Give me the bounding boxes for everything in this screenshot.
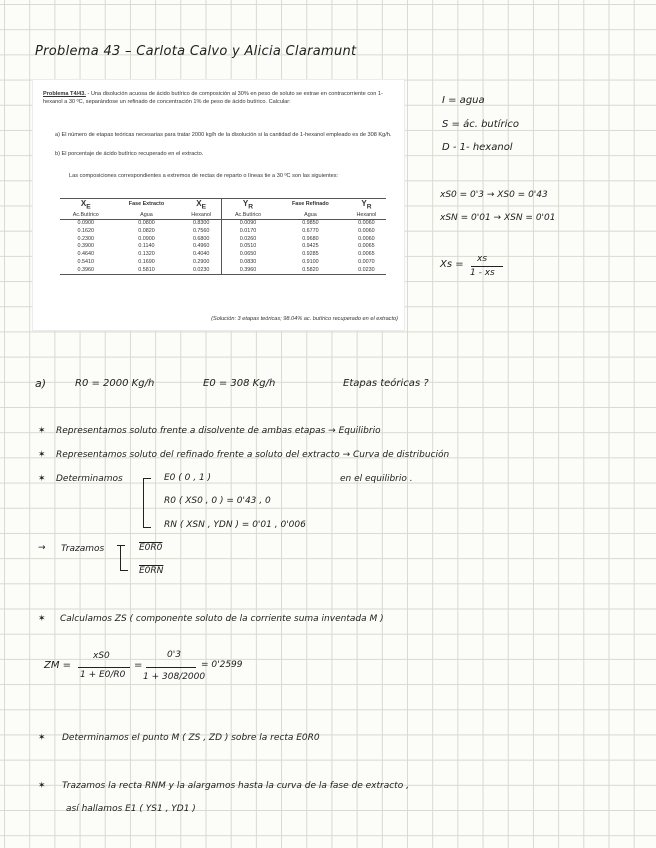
table-cell: 0.3900: [77, 243, 95, 250]
table-cell: 0.3960: [60, 267, 112, 275]
step-determine-tail: en el equilibrio .: [340, 474, 413, 484]
line-e0r0: E0R0: [139, 543, 163, 553]
table-cell: 0.1320: [138, 251, 155, 258]
legend-s: S = ác. butírico: [442, 119, 519, 130]
table-cell: 0.5820: [274, 267, 347, 275]
column-header: Hexanol: [347, 212, 386, 220]
equation-den-2: 1 + 308/2000: [143, 672, 206, 682]
table-cell: 0.0065: [358, 243, 375, 250]
group-extract: Fase Extracto: [112, 199, 182, 212]
point-e0: E0 ( 0 , 1 ): [164, 473, 212, 483]
table-row: [60, 267, 386, 275]
table-cell: 0.5410: [77, 258, 95, 265]
group-raffinate: Fase Refinado: [274, 199, 347, 212]
problem-item-b: b) El porcentaje de ácido butírico recuperado en el extracto.: [55, 151, 204, 157]
table-row: [60, 228, 386, 236]
brace-vertical: [143, 478, 144, 528]
table-cell: 0.0060: [358, 220, 375, 227]
legend-d: D - 1- hexanol: [442, 142, 513, 153]
fraction-bar: [471, 266, 503, 267]
table-row: [60, 243, 386, 251]
line-e0rn: E0RN: [139, 566, 164, 576]
problem-number: Problema T4/43.: [43, 91, 86, 97]
table-cell: 0.9850: [302, 220, 319, 227]
composition-feed: xS0 = 0'3 → XS0 = 0'43: [440, 190, 548, 200]
equation-bar-2: [146, 667, 196, 668]
table-cell: 0.0065: [358, 251, 375, 258]
table-cell: 0.6770: [302, 228, 319, 234]
table-row: [60, 220, 386, 228]
table-cell: 0.6800: [192, 235, 210, 242]
table-cell: 0.0230: [347, 267, 386, 275]
table-cell: 0.0060: [358, 228, 375, 234]
column-header: Agua: [112, 212, 182, 220]
point-rn: RN ( XSN , YDN ) = 0'01 , 0'006: [164, 520, 306, 530]
table-cell: 0.5810: [112, 267, 182, 275]
equation-num-2: 0'3: [167, 650, 181, 660]
symbol-yr-1: $Y_R$: [221, 199, 274, 212]
table-cell: 0.1690: [138, 258, 155, 265]
symbol-xe-1: $X_E$: [60, 199, 112, 212]
column-header: Ac.Butírico: [60, 212, 112, 220]
bullet: ✶: [38, 614, 46, 624]
table-cell: 0.9425: [302, 243, 319, 250]
table-cell: 0.0090: [221, 220, 274, 228]
table-cell: 0.0820: [138, 228, 155, 234]
equation-den-1: 1 + E0/R0: [80, 670, 126, 680]
ratio-formula-num: xs: [477, 254, 488, 264]
step-distribution: Representamos soluto del refinado frente a soluto del extracto → Curva de distribución: [56, 450, 450, 460]
equation-result: = 0'2599: [201, 660, 243, 670]
step-extend-line-2: así hallamos E1 ( YS1 , YD1 ): [66, 804, 196, 814]
bullet: ✶: [38, 781, 46, 791]
equation-num-1: xS0: [93, 651, 110, 661]
table-cell: 0.0510: [221, 243, 274, 251]
step-determine-label: Determinamos: [56, 474, 123, 484]
table-cell: 0.0900: [77, 220, 95, 227]
table-cell: 0.2300: [77, 235, 95, 242]
feed-flow: R0 = 2000 Kg/h: [75, 378, 155, 389]
table-cell: 0.2900: [192, 258, 210, 265]
step-draw-label: Trazamos: [61, 544, 105, 554]
part-a-label: a): [35, 377, 47, 390]
point-r0: R0 ( XS0 , 0 ) = 0'43 , 0: [164, 496, 271, 506]
table-cell: 0.9100: [302, 258, 319, 265]
table-cell: 0.1140: [138, 243, 155, 250]
question: Etapas teóricas ?: [343, 378, 429, 389]
page-title: Problema 43 – Carlota Calvo y Alicia Claramunt: [35, 44, 357, 59]
table-cell: 0.0650: [221, 251, 274, 259]
symbol-xe-2: $X_E$: [181, 199, 221, 212]
column-header: Agua: [274, 212, 347, 220]
bullet: ✶: [38, 733, 46, 743]
step-extend-line: Trazamos la recta RNM y la alargamos hasta la curva de la fase de extracto ,: [62, 781, 409, 791]
bracket-tick: [117, 545, 125, 546]
ratio-formula-den: 1 - xs: [470, 268, 495, 278]
equation-lhs: ZM =: [44, 660, 72, 671]
equilibrium-table: [60, 198, 386, 275]
symbol-yr-2: $Y_R$: [347, 199, 386, 212]
table-cell: 0.0830: [221, 259, 274, 267]
table-row: [60, 251, 386, 259]
table-cell: 0.8300: [192, 220, 210, 227]
column-header: Ac.Butírico: [221, 212, 274, 220]
table-cell: 0.0900: [138, 235, 155, 242]
solvent-flow: E0 = 308 Kg/h: [203, 378, 276, 389]
problem-statement-image: [33, 80, 404, 330]
arrow-bullet: →: [38, 543, 46, 553]
legend-i: I = agua: [442, 95, 485, 106]
bracket-vertical: [120, 545, 121, 571]
problem-statement: [43, 90, 398, 106]
solution-note: (Solución: 3 etapas teóricas; 98.04% ac. butírico recuperado en el extracto): [211, 316, 398, 322]
table-cell: 0.4960: [192, 243, 210, 250]
composition-raffinate: xSN = 0'01 → XSN = 0'01: [440, 213, 556, 223]
step-point-m: Determinamos el punto M ( ZS , ZD ) sobre la recta E0R0: [62, 733, 320, 743]
equals-sign: =: [134, 660, 143, 671]
table-cell: 0.1620: [77, 228, 95, 234]
problem-item-a: a) El número de etapas teóricas necesarias para tratar 2000 kg/h de la disolución si la cantidad de 1-hexanol empleado es de 308 Kg/h.: [55, 132, 392, 138]
table-cell: 0.0800: [138, 220, 155, 227]
column-header: Hexanol: [181, 212, 221, 220]
table-cell: 0.9285: [302, 251, 319, 258]
problem-text: - Una disolución acuosa de ácido butírico de composición al 30% en peso de soluto se extrae en contracorriente con 1-hexanol a 30 ºC, separándose un refinado de concentración 1% de peso de ácido butírico. Calcular:: [43, 91, 383, 105]
table-intro: Las composiciones correspondientes a extremos de rectas de reparto o líneas tie a 30 ºC son las siguientes:: [69, 173, 339, 179]
table-cell: 0.4640: [77, 251, 95, 258]
step-equilibrium: Representamos soluto frente a disolvente de ambas etapas → Equilibrio: [56, 426, 381, 436]
bullet: ✶: [38, 426, 46, 436]
equation-bar-1: [78, 667, 130, 668]
table-cell: 0.0060: [358, 235, 375, 242]
bullet: ✶: [38, 450, 46, 460]
table-cell: 0.3960: [221, 267, 274, 275]
table-row: [60, 236, 386, 244]
table-cell: 0.9680: [302, 235, 319, 242]
step-calc-zs: Calculamos ZS ( componente soluto de la corriente suma inventada M ): [60, 614, 384, 624]
table-cell: 0.0260: [221, 236, 274, 244]
brace-tick: [143, 478, 151, 479]
bracket-tick: [120, 570, 128, 571]
table-cell: 0.4040: [192, 251, 210, 258]
table-cell: 0.0170: [221, 228, 274, 236]
table-cell: 0.7560: [192, 228, 210, 234]
brace-tick: [143, 527, 151, 528]
table-row: [60, 259, 386, 267]
table-cell: 0.0230: [181, 267, 221, 275]
bullet: ✶: [38, 474, 46, 484]
ratio-formula-lhs: Xs =: [440, 259, 464, 270]
table-cell: 0.0070: [358, 258, 375, 265]
